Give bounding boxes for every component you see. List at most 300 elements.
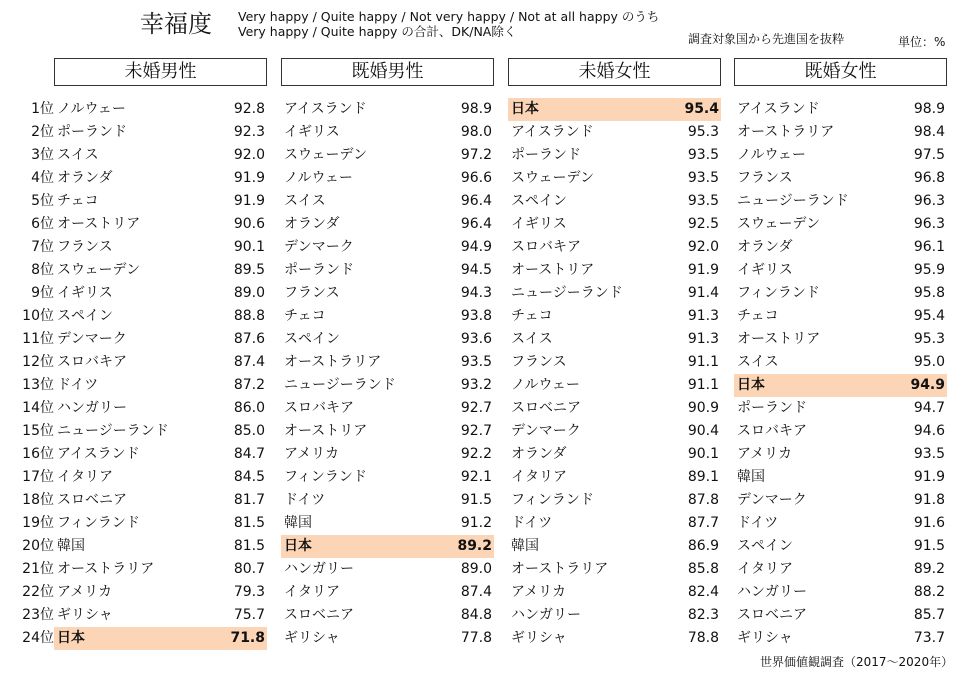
country-name: ポーランド <box>737 400 807 416</box>
happiness-value: 91.8 <box>913 492 945 508</box>
happiness-value: 92.0 <box>687 239 719 255</box>
country-name: ポーランド <box>57 124 127 140</box>
country-name: フィンランド <box>511 492 594 508</box>
happiness-value: 89.1 <box>687 469 719 485</box>
table-row <box>281 190 494 213</box>
happiness-value: 95.4 <box>913 308 945 324</box>
ranking-column-unmarried-men <box>54 98 267 650</box>
country-name: フランス <box>737 170 793 186</box>
table-row <box>734 259 947 282</box>
country-name: ハンガリー <box>737 584 807 600</box>
table-row <box>54 236 267 259</box>
country-name: スロベニア <box>511 400 581 416</box>
table-row <box>54 535 267 558</box>
country-name: スペイン <box>284 331 340 347</box>
happiness-value: 93.5 <box>913 446 945 462</box>
table-row <box>508 305 721 328</box>
happiness-value: 94.6 <box>913 423 945 439</box>
country-name: オーストリア <box>737 331 821 347</box>
table-row <box>508 581 721 604</box>
country-name: イタリア <box>284 584 340 600</box>
happiness-value: 77.8 <box>460 630 492 646</box>
country-name: スウェーデン <box>737 216 821 232</box>
country-name: ドイツ <box>511 515 553 531</box>
happiness-value: 96.8 <box>913 170 945 186</box>
happiness-value: 90.1 <box>233 239 265 255</box>
happiness-value: 90.6 <box>233 216 265 232</box>
table-row <box>508 397 721 420</box>
country-name: ギリシャ <box>284 630 340 646</box>
table-row <box>508 627 721 650</box>
country-name: フランス <box>57 239 113 255</box>
country-name: 韓国 <box>511 538 539 554</box>
table-row <box>54 443 267 466</box>
happiness-value: 81.7 <box>233 492 265 508</box>
table-row <box>54 282 267 305</box>
country-name: デンマーク <box>284 239 354 255</box>
happiness-value: 92.1 <box>460 469 492 485</box>
country-name: ハンガリー <box>511 607 581 623</box>
happiness-value: 91.9 <box>913 469 945 485</box>
country-name: イタリア <box>737 561 793 577</box>
table-row <box>734 305 947 328</box>
table-row <box>54 374 267 397</box>
table-row <box>281 282 494 305</box>
happiness-value: 97.5 <box>913 147 945 163</box>
happiness-value: 87.6 <box>233 331 265 347</box>
country-name: スペイン <box>511 193 567 209</box>
subtitle-line-1: Very happy / Quite happy / Not very happy / Not at all happy のうち <box>238 9 660 24</box>
table-row <box>54 190 267 213</box>
table-row <box>734 328 947 351</box>
rank-label: 7位 <box>31 239 54 255</box>
country-name: ポーランド <box>284 262 354 278</box>
rank-label: 10位 <box>22 308 54 324</box>
country-name: ハンガリー <box>284 561 354 577</box>
happiness-value: 85.0 <box>233 423 265 439</box>
country-name: ポーランド <box>511 147 581 163</box>
table-row <box>281 512 494 535</box>
table-row <box>734 489 947 512</box>
table-row <box>734 121 947 144</box>
column-header-married-men: 既婚男性 <box>281 58 494 86</box>
country-name: ドイツ <box>737 515 779 531</box>
country-name: スペイン <box>57 308 113 324</box>
country-name: オーストラリア <box>57 561 155 577</box>
table-row <box>281 259 494 282</box>
country-name: ノルウェー <box>57 101 126 117</box>
happiness-value: 91.6 <box>913 515 945 531</box>
rank-label: 13位 <box>22 377 54 393</box>
chart-title: 幸福度 <box>140 10 212 38</box>
table-row <box>281 466 494 489</box>
table-row <box>734 558 947 581</box>
table-row <box>54 259 267 282</box>
country-name: イギリス <box>284 124 340 140</box>
happiness-value: 98.0 <box>460 124 492 140</box>
country-name: アイスランド <box>284 101 367 117</box>
happiness-value: 85.7 <box>913 607 945 623</box>
happiness-value: 92.5 <box>687 216 719 232</box>
table-row <box>508 604 721 627</box>
chart-subtitle <box>238 9 659 39</box>
table-row <box>54 512 267 535</box>
country-name: フランス <box>511 354 567 370</box>
selection-note: 調査対象国から先進国を抜粋 <box>688 32 845 46</box>
happiness-value: 92.0 <box>233 147 265 163</box>
table-row <box>508 259 721 282</box>
happiness-value: 92.7 <box>460 423 492 439</box>
table-row <box>734 604 947 627</box>
rank-label: 22位 <box>22 584 54 600</box>
table-row <box>508 98 721 121</box>
table-row <box>508 328 721 351</box>
table-row <box>281 167 494 190</box>
happiness-value: 93.6 <box>460 331 492 347</box>
happiness-value: 89.0 <box>233 285 265 301</box>
table-row <box>734 98 947 121</box>
ranking-column-unmarried-women <box>508 98 721 650</box>
happiness-value: 91.1 <box>687 354 719 370</box>
table-row <box>508 351 721 374</box>
happiness-value: 91.1 <box>687 377 719 393</box>
table-row <box>734 190 947 213</box>
table-row <box>54 328 267 351</box>
table-row <box>734 466 947 489</box>
happiness-value: 80.7 <box>233 561 265 577</box>
happiness-value: 96.3 <box>913 216 945 232</box>
ranking-column-married-women <box>734 98 947 650</box>
rank-label: 12位 <box>22 354 54 370</box>
table-row <box>281 604 494 627</box>
happiness-value: 96.3 <box>913 193 945 209</box>
table-row <box>734 535 947 558</box>
country-name: イギリス <box>511 216 567 232</box>
happiness-value: 91.9 <box>687 262 719 278</box>
country-name: スロバキア <box>57 354 127 370</box>
happiness-value: 91.3 <box>687 331 719 347</box>
happiness-value: 93.5 <box>460 354 492 370</box>
country-name: ドイツ <box>57 377 99 393</box>
country-name: ノルウェー <box>737 147 806 163</box>
table-row <box>508 121 721 144</box>
country-name: フィンランド <box>57 515 140 531</box>
happiness-value: 87.7 <box>687 515 719 531</box>
table-row <box>54 305 267 328</box>
country-name: オーストラリア <box>737 124 835 140</box>
country-name: ニュージーランド <box>284 377 396 393</box>
table-row <box>54 397 267 420</box>
table-row <box>281 558 494 581</box>
country-name: ニュージーランド <box>737 193 849 209</box>
happiness-value: 89.5 <box>233 262 265 278</box>
table-row <box>54 466 267 489</box>
table-row <box>281 535 494 558</box>
rank-label: 16位 <box>22 446 54 462</box>
country-name: オランダ <box>57 170 113 186</box>
table-row <box>281 328 494 351</box>
country-name: スイス <box>737 354 779 370</box>
country-name: フィンランド <box>284 469 367 485</box>
country-name: オーストリア <box>57 216 141 232</box>
happiness-value: 89.2 <box>457 538 492 554</box>
happiness-value: 90.1 <box>687 446 719 462</box>
table-row <box>508 558 721 581</box>
table-row <box>54 604 267 627</box>
country-name: スウェーデン <box>57 262 141 278</box>
happiness-value: 91.5 <box>460 492 492 508</box>
table-row <box>734 443 947 466</box>
table-row <box>734 397 947 420</box>
country-name: 日本 <box>284 538 312 554</box>
table-row <box>508 420 721 443</box>
table-row <box>508 489 721 512</box>
country-name: オランダ <box>511 446 567 462</box>
happiness-value: 94.9 <box>910 377 945 393</box>
rank-label: 8位 <box>31 262 54 278</box>
table-row <box>281 420 494 443</box>
country-name: アイスランド <box>57 446 140 462</box>
happiness-value: 95.8 <box>913 285 945 301</box>
table-row <box>734 512 947 535</box>
rank-label: 3位 <box>31 147 54 163</box>
table-row <box>281 374 494 397</box>
table-row <box>54 420 267 443</box>
happiness-value: 95.4 <box>684 101 719 117</box>
table-row <box>281 98 494 121</box>
table-row <box>281 144 494 167</box>
table-row <box>54 213 267 236</box>
country-name: ニュージーランド <box>511 285 623 301</box>
table-row <box>281 305 494 328</box>
happiness-value: 82.3 <box>687 607 719 623</box>
rank-label: 2位 <box>31 124 54 140</box>
country-name: ノルウェー <box>511 377 580 393</box>
country-name: 日本 <box>511 101 539 117</box>
country-name: チェコ <box>57 193 99 209</box>
table-row <box>54 98 267 121</box>
country-name: 韓国 <box>57 538 85 554</box>
happiness-value: 78.8 <box>687 630 719 646</box>
happiness-value: 87.4 <box>460 584 492 600</box>
country-name: 韓国 <box>284 515 312 531</box>
happiness-value: 92.3 <box>233 124 265 140</box>
happiness-value: 85.8 <box>687 561 719 577</box>
happiness-value: 94.9 <box>460 239 492 255</box>
country-name: ニュージーランド <box>57 423 169 439</box>
rank-label: 14位 <box>22 400 54 416</box>
table-row <box>508 213 721 236</box>
table-row <box>281 397 494 420</box>
country-name: デンマーク <box>511 423 581 439</box>
country-name: イタリア <box>57 469 113 485</box>
happiness-value: 89.0 <box>460 561 492 577</box>
table-row <box>54 627 267 650</box>
country-name: オランダ <box>284 216 340 232</box>
happiness-value: 95.3 <box>913 331 945 347</box>
happiness-value: 86.9 <box>687 538 719 554</box>
rank-label: 17位 <box>22 469 54 485</box>
happiness-value: 91.9 <box>233 170 265 186</box>
table-row <box>508 374 721 397</box>
happiness-value: 96.4 <box>460 193 492 209</box>
country-name: スペイン <box>737 538 793 554</box>
rank-label: 4位 <box>31 170 54 186</box>
country-name: 日本 <box>737 377 765 393</box>
table-row <box>734 420 947 443</box>
country-name: スイス <box>57 147 99 163</box>
table-row <box>734 167 947 190</box>
happiness-value: 98.4 <box>913 124 945 140</box>
country-name: イタリア <box>511 469 567 485</box>
table-row <box>281 581 494 604</box>
country-name: アイスランド <box>511 124 594 140</box>
happiness-value: 87.2 <box>233 377 265 393</box>
table-row <box>508 190 721 213</box>
rank-label: 18位 <box>22 492 54 508</box>
table-row <box>508 466 721 489</box>
country-name: ハンガリー <box>57 400 127 416</box>
table-row <box>508 167 721 190</box>
column-header-married-women: 既婚女性 <box>734 58 947 86</box>
table-row <box>54 351 267 374</box>
happiness-value: 87.4 <box>233 354 265 370</box>
table-row <box>54 558 267 581</box>
rank-label: 20位 <box>22 538 54 554</box>
table-row <box>734 213 947 236</box>
country-name: スロバキア <box>284 400 354 416</box>
country-name: スウェーデン <box>284 147 368 163</box>
happiness-value: 84.5 <box>233 469 265 485</box>
happiness-value: 97.2 <box>460 147 492 163</box>
table-row <box>508 236 721 259</box>
table-row <box>508 443 721 466</box>
table-row <box>508 282 721 305</box>
happiness-value: 90.4 <box>687 423 719 439</box>
country-name: デンマーク <box>737 492 807 508</box>
table-row <box>281 489 494 512</box>
unit-label: 単位：% <box>898 35 946 49</box>
table-row <box>734 236 947 259</box>
happiness-value: 90.9 <box>687 400 719 416</box>
happiness-value: 95.0 <box>913 354 945 370</box>
happiness-value: 79.3 <box>233 584 265 600</box>
table-row <box>734 144 947 167</box>
country-name: スロベニア <box>57 492 127 508</box>
happiness-value: 95.3 <box>687 124 719 140</box>
table-row <box>734 282 947 305</box>
subtitle-line-2: Very happy / Quite happy の合計、DK/NA除く <box>238 24 517 39</box>
country-name: チェコ <box>737 308 779 324</box>
table-row <box>54 167 267 190</box>
table-row <box>281 213 494 236</box>
country-name: アイスランド <box>737 101 820 117</box>
country-name: スロベニア <box>737 607 807 623</box>
country-name: デンマーク <box>57 331 127 347</box>
happiness-value: 98.9 <box>460 101 492 117</box>
happiness-value: 96.1 <box>913 239 945 255</box>
happiness-value: 91.4 <box>687 285 719 301</box>
happiness-value: 73.7 <box>913 630 945 646</box>
happiness-value: 81.5 <box>233 515 265 531</box>
ranking-column-married-men <box>281 98 494 650</box>
happiness-value: 82.4 <box>687 584 719 600</box>
country-name: オーストラリア <box>511 561 609 577</box>
country-name: スロベニア <box>284 607 354 623</box>
country-name: アメリカ <box>284 446 340 462</box>
country-name: スイス <box>284 193 326 209</box>
happiness-value: 92.2 <box>460 446 492 462</box>
country-name: フィンランド <box>737 285 820 301</box>
country-name: 日本 <box>57 630 85 646</box>
country-name: イギリス <box>57 285 113 301</box>
table-row <box>281 236 494 259</box>
happiness-value: 92.8 <box>233 101 265 117</box>
country-name: スイス <box>511 331 553 347</box>
table-row <box>508 512 721 535</box>
country-name: スウェーデン <box>511 170 595 186</box>
table-row <box>281 351 494 374</box>
country-name: ギリシャ <box>511 630 567 646</box>
happiness-value: 71.8 <box>230 630 265 646</box>
happiness-value: 89.2 <box>913 561 945 577</box>
table-row <box>281 121 494 144</box>
country-name: スロバキア <box>511 239 581 255</box>
happiness-value: 91.5 <box>913 538 945 554</box>
happiness-value: 84.7 <box>233 446 265 462</box>
happiness-value: 92.7 <box>460 400 492 416</box>
rank-label: 21位 <box>22 561 54 577</box>
source-note: 世界価値観調査（2017～2020年） <box>760 655 954 669</box>
table-row <box>281 627 494 650</box>
happiness-value: 94.5 <box>460 262 492 278</box>
rank-label: 11位 <box>22 331 54 347</box>
table-row <box>508 535 721 558</box>
happiness-value: 81.5 <box>233 538 265 554</box>
happiness-value: 84.8 <box>460 607 492 623</box>
country-name: ギリシャ <box>57 607 113 623</box>
happiness-value: 93.5 <box>687 193 719 209</box>
table-row <box>54 581 267 604</box>
table-row <box>54 489 267 512</box>
country-name: オーストラリア <box>284 354 382 370</box>
happiness-value: 96.6 <box>460 170 492 186</box>
happiness-value: 93.2 <box>460 377 492 393</box>
happiness-value: 94.3 <box>460 285 492 301</box>
happiness-value: 95.9 <box>913 262 945 278</box>
happiness-value: 96.4 <box>460 216 492 232</box>
rank-label: 23位 <box>22 607 54 623</box>
happiness-value: 86.0 <box>233 400 265 416</box>
rank-label: 24位 <box>22 630 54 646</box>
country-name: チェコ <box>284 308 326 324</box>
happiness-value: 88.2 <box>913 584 945 600</box>
country-name: イギリス <box>737 262 793 278</box>
happiness-value: 93.5 <box>687 170 719 186</box>
country-name: 韓国 <box>737 469 765 485</box>
table-row <box>734 351 947 374</box>
column-header-unmarried-women: 未婚女性 <box>508 58 721 86</box>
table-row <box>734 627 947 650</box>
country-name: スロバキア <box>737 423 807 439</box>
country-name: オランダ <box>737 239 793 255</box>
rank-label: 19位 <box>22 515 54 531</box>
country-name: アメリカ <box>57 584 113 600</box>
rank-label: 1位 <box>31 101 54 117</box>
happiness-value: 87.8 <box>687 492 719 508</box>
happiness-value: 88.8 <box>233 308 265 324</box>
happiness-value: 98.9 <box>913 101 945 117</box>
